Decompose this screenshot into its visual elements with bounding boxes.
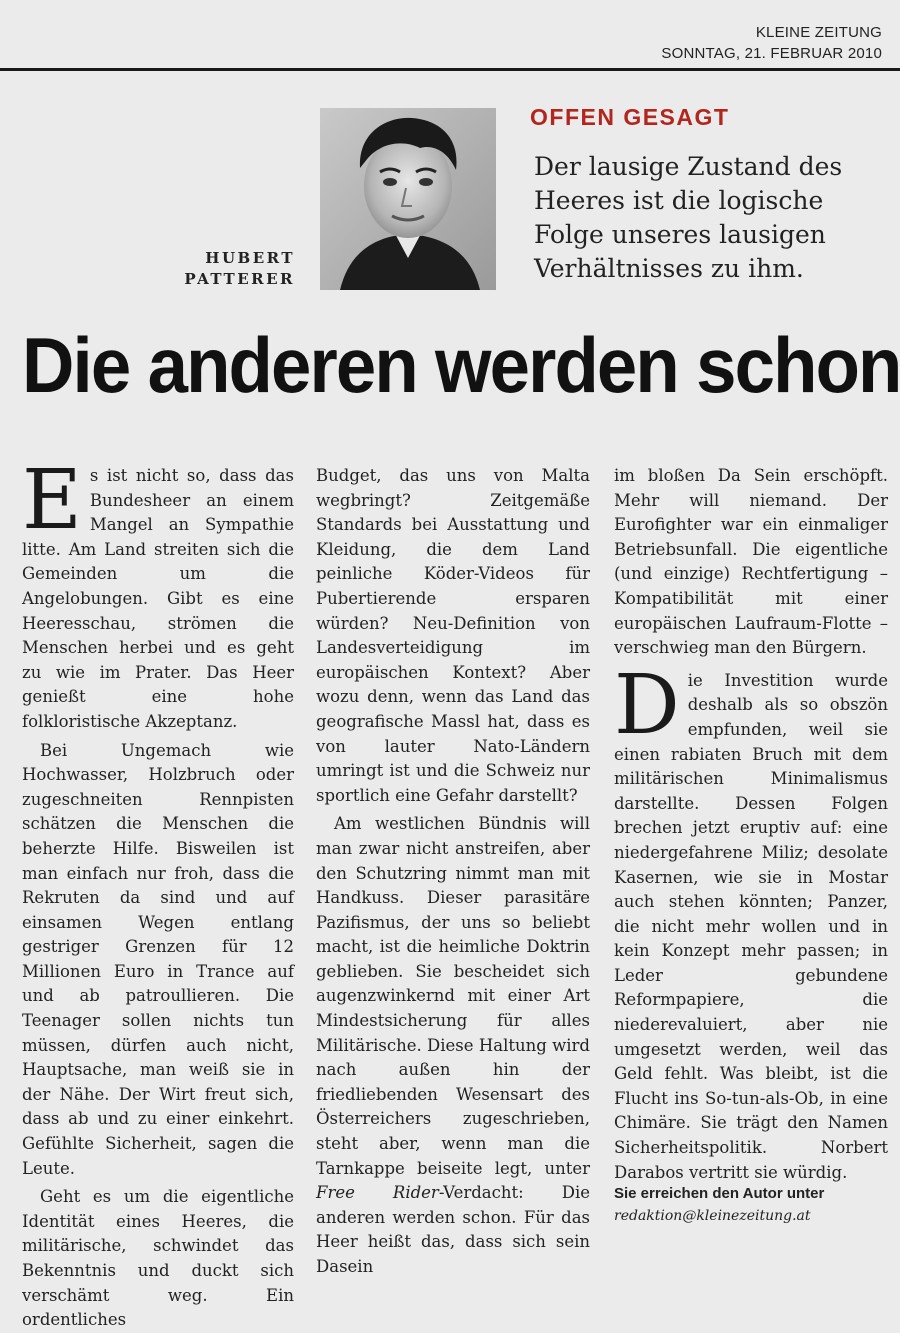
emphasis-text: Free Rider: [316, 1183, 439, 1203]
contact-label: Sie erreichen den Autor unter: [614, 1185, 825, 1202]
article-column-3: [614, 464, 888, 1185]
paragraph-text: -Verdacht: Die anderen werden schon. Für das Heer heißt das, dass sich sein Dasein: [316, 1183, 590, 1276]
column-kicker: OFFEN GESAGT: [530, 104, 730, 130]
author-portrait-image: [320, 108, 496, 290]
paragraph: [614, 657, 888, 1185]
drop-cap: D: [614, 657, 680, 753]
newspaper-name: KLEINE ZEITUNG: [755, 24, 882, 41]
masthead: [661, 22, 882, 64]
article-column-1: [22, 453, 294, 1333]
author-byline: [150, 248, 295, 290]
paragraph: [316, 812, 590, 1279]
paragraph: Budget, das uns von Malta wegbringt? Zeitgemäße Standards bei Ausstattung und Kleidung, die dem Land peinliche Köder-Videos für Pubertierende ersparen würden? Neu-Definition von Landesverteidigung im europäischen Kontext? Aber wozu denn, wenn das Land das geografische Massl hat, dass es von lauter Nato-Ländern umringt ist und die Schweiz nur sportlich eine Gefahr darstellt?: [316, 466, 590, 805]
masthead-rule: [0, 68, 900, 71]
author-portrait: [320, 108, 496, 290]
paragraph-text: Am westlichen Bündnis will man zwar nicht anstreifen, aber den Schutzring nimmt man mit Handkuss. Dieser parasitäre Pazifismus, der uns so beliebt macht, ist die heimliche Doktrin geblieben. Sie bescheidet sich augenzwinkernd mit einer Art Mindestsicherung für alles Militärische. Diese Haltung wird nach außen hin der friedliebenden Wesensart des Österreichers zugeschrieben, steht aber, wenn man die Tarnkappe beiseite legt, unter: [316, 814, 590, 1178]
paragraph: im bloßen Da Sein erschöpft. Mehr will niemand. Der Eurofighter war ein einmaliger Betriebsunfall. Die eigentliche (und einzige) Rechtfertigung – Kompatibilität mit einer europäischen Laufraum-Flotte – verschwieg man den Bürgern.: [614, 466, 888, 658]
author-contact: [614, 1184, 894, 1228]
pull-quote: Der lausige Zustand des Heeres ist die logische Folge unseres lausigen Verhältnisses zu ihm.: [534, 152, 843, 283]
paragraph: [22, 453, 294, 735]
author-first-name: HUBERT: [205, 249, 295, 267]
contact-email[interactable]: redaktion@kleinezeitung.at: [614, 1208, 811, 1224]
drop-cap: E: [22, 453, 82, 548]
headline: Die anderen werden schon: [22, 321, 900, 409]
issue-date: SONNTAG, 21. FEBRUAR 2010: [661, 45, 882, 62]
paragraph-text: s ist nicht so, dass das Bundesheer an einem Mangel an Sympathie litte. Am Land streiten sich die Gemeinden um die Angelobungen. Gibt es eine Heeresschau, strömen die Menschen herbei und es geht zu wie im Prater. Das Heer genießt eine hohe folkloristische Akzeptanz.: [22, 466, 294, 731]
author-last-name: PATTERER: [184, 270, 295, 288]
paragraph: Bei Ungemach wie Hochwasser, Holzbruch oder zugeschneiten Rennpisten schätzen die Menschen die beherzte Hilfe. Bisweilen ist man einfach nur froh, dass die Rekruten da sind und auf einsamen Wegen entlang gestriger Grenzen für 12 Millionen Euro in Trance auf und ab patroullieren. Die Teenager sollen nichts tun müssen, dürfen auch nicht, Hauptsache, man weiß sie in der Nähe. Der Wirt freut sich, dass ab und zu einer einkehrt. Gefühlte Sicherheit, sagen die Leute.: [22, 740, 294, 1178]
paragraph: Geht es um die eigentliche Identität eines Heeres, die militärische, schwindet das Bekenntnis und duckt sich verschämt weg. Ein ordentliches: [22, 1187, 294, 1330]
article-column-2: [316, 464, 590, 1280]
paragraph-text: ie Investition wurde deshalb als so obszön empfunden, weil sie einen rabiaten Bruch mit dem militärischen Minimalismus darstellte. Dessen Folgen brechen jetzt eruptiv auf: eine niedergefahrene Miliz; desolate Kasernen, wie sie in Mostar auch stehen könnten; Panzer, die nicht mehr wollen und in kein Konzept mehr passen; in Leder gebundene Reformpapiere, die niederevaluiert, aber nie umgesetzt werden, weil das Geld fehlt. Was bleibt, ist die Flucht ins So-tun-als-Ob, in eine Chimäre. Sie trägt den Namen Sicherheitspolitik. Norbert Darabos vertritt sie würdig.: [614, 670, 888, 1182]
